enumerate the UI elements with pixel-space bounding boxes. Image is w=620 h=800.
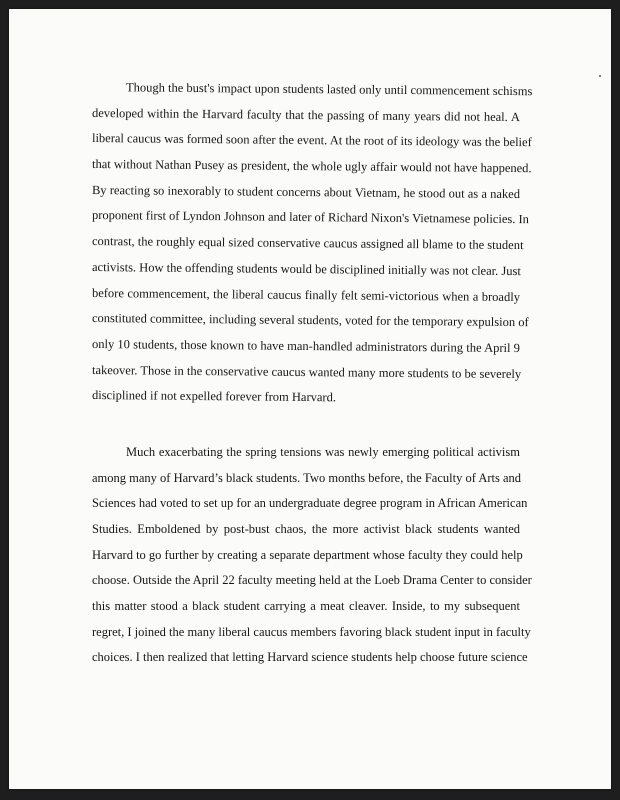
paragraph-spacer xyxy=(92,409,520,440)
text-line: regret, I joined the many liberal caucus members favoring black student input in faculty xyxy=(92,624,531,639)
text-line: before commencement, the liberal caucus finally felt semi-victorious when a broadly xyxy=(91,285,521,304)
text-line: constituted committee, including several students, voted for the temporary expulsion of xyxy=(91,311,529,330)
paper-speck xyxy=(599,75,601,77)
paragraph-2 xyxy=(92,440,532,671)
text-line: choose. Outside the April 22 faculty meeting held at the Loeb Drama Center to consider xyxy=(92,573,532,588)
text-line: disciplined if not expelled forever from Harvard. xyxy=(91,388,337,405)
text-line: liberal caucus was formed soon after the event. At the root of its ideology was the belief xyxy=(91,131,532,150)
text-line: choices. I then realized that letting Harvard science students help choose future science xyxy=(92,650,528,665)
text-line: proponent first of Lyndon Johnson and later of Richard Nixon's Vietnamese policies. In xyxy=(91,208,530,227)
text-line: takeover. Those in the conservative caucus wanted many more students to be severely xyxy=(91,362,522,381)
text-line: Harvard to go further by creating a separate department whose faculty they could help xyxy=(92,547,523,562)
paragraph-1 xyxy=(91,75,533,409)
document-body xyxy=(91,75,533,671)
text-line: that without Nathan Pusey as president, the whole ugly affair would not have happened. xyxy=(91,157,532,176)
text-line: By reacting so inexorably to student concerns about Vietnam, he stood out as a naked xyxy=(91,182,521,201)
text-line: Though the bust's impact upon students lasted only until commencement schisms xyxy=(125,80,533,99)
text-line: contrast, the roughly equal sized conservative caucus assigned all blame to the student xyxy=(91,234,524,253)
text-line: Studies. Emboldened by post-bust chaos, the more activist black students wanted xyxy=(92,522,520,536)
text-line: among many of Harvard’s black students. Two months before, the Faculty of Arts and xyxy=(92,470,522,485)
text-line: activists. How the offending students would be disciplined initially was not clear. Just xyxy=(91,259,521,278)
text-line: this matter stood a black student carrying a meat cleaver. Inside, to my subsequent xyxy=(92,599,520,614)
text-line: Much exacerbating the spring tensions was newly emerging political activism xyxy=(126,444,520,459)
text-line: developed within the Harvard faculty that the passing of many years did not heal. A xyxy=(91,105,521,124)
text-line: only 10 students, those known to have man-handled administrators during the April 9 xyxy=(91,336,521,355)
text-line: Sciences had voted to set up for an undergraduate degree program in African American xyxy=(92,496,528,511)
